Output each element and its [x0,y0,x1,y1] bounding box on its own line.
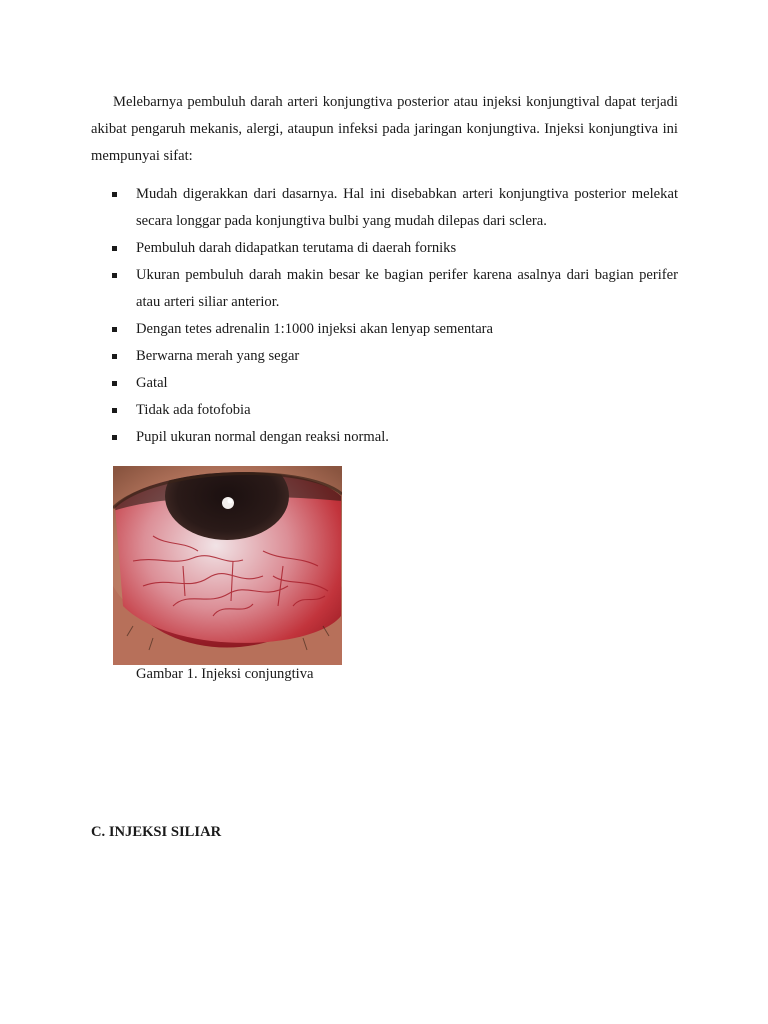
figure-caption: Gambar 1. Injeksi conjungtiva [136,666,314,682]
list-item: Ukuran pembuluh darah makin besar ke bagian perifer karena asalnya dari bagian perifer atau arteri siliar anterior. [91,262,678,316]
square-bullet-icon [112,408,117,413]
list-item: Tidak ada fotofobia [91,397,678,424]
square-bullet-icon [112,192,117,197]
list-item: Dengan tetes adrenalin 1:1000 injeksi akan lenyap sementara [91,316,678,343]
eye-illustration [113,466,342,665]
list-item: Pupil ukuran normal dengan reaksi normal. [91,424,678,451]
square-bullet-icon [112,435,117,440]
list-item: Pembuluh darah didapatkan terutama di daerah forniks [91,235,678,262]
list-item: Berwarna merah yang segar [91,343,678,370]
list-item: Gatal [91,370,678,397]
square-bullet-icon [112,327,117,332]
square-bullet-icon [112,381,117,386]
square-bullet-icon [112,273,117,278]
square-bullet-icon [112,354,117,359]
section-heading: C. INJEKSI SILIAR [91,824,222,840]
properties-list [91,181,678,451]
intro-paragraph: Melebarnya pembuluh darah arteri konjungtiva posterior atau injeksi konjungtival dapat terjadi akibat pengaruh mekanis, alergi, ataupun infeksi pada jaringan konjungtiva. Injeksi konjungtiva ini mempunyai sifat: [91,94,678,164]
square-bullet-icon [112,246,117,251]
list-item: Mudah digerakkan dari dasarnya. Hal ini disebabkan arteri konjungtiva posterior melekat secara longgar pada konjungtiva bulbi yang mudah dilepas dari sclera. [91,181,678,235]
eye-photo [113,466,342,665]
